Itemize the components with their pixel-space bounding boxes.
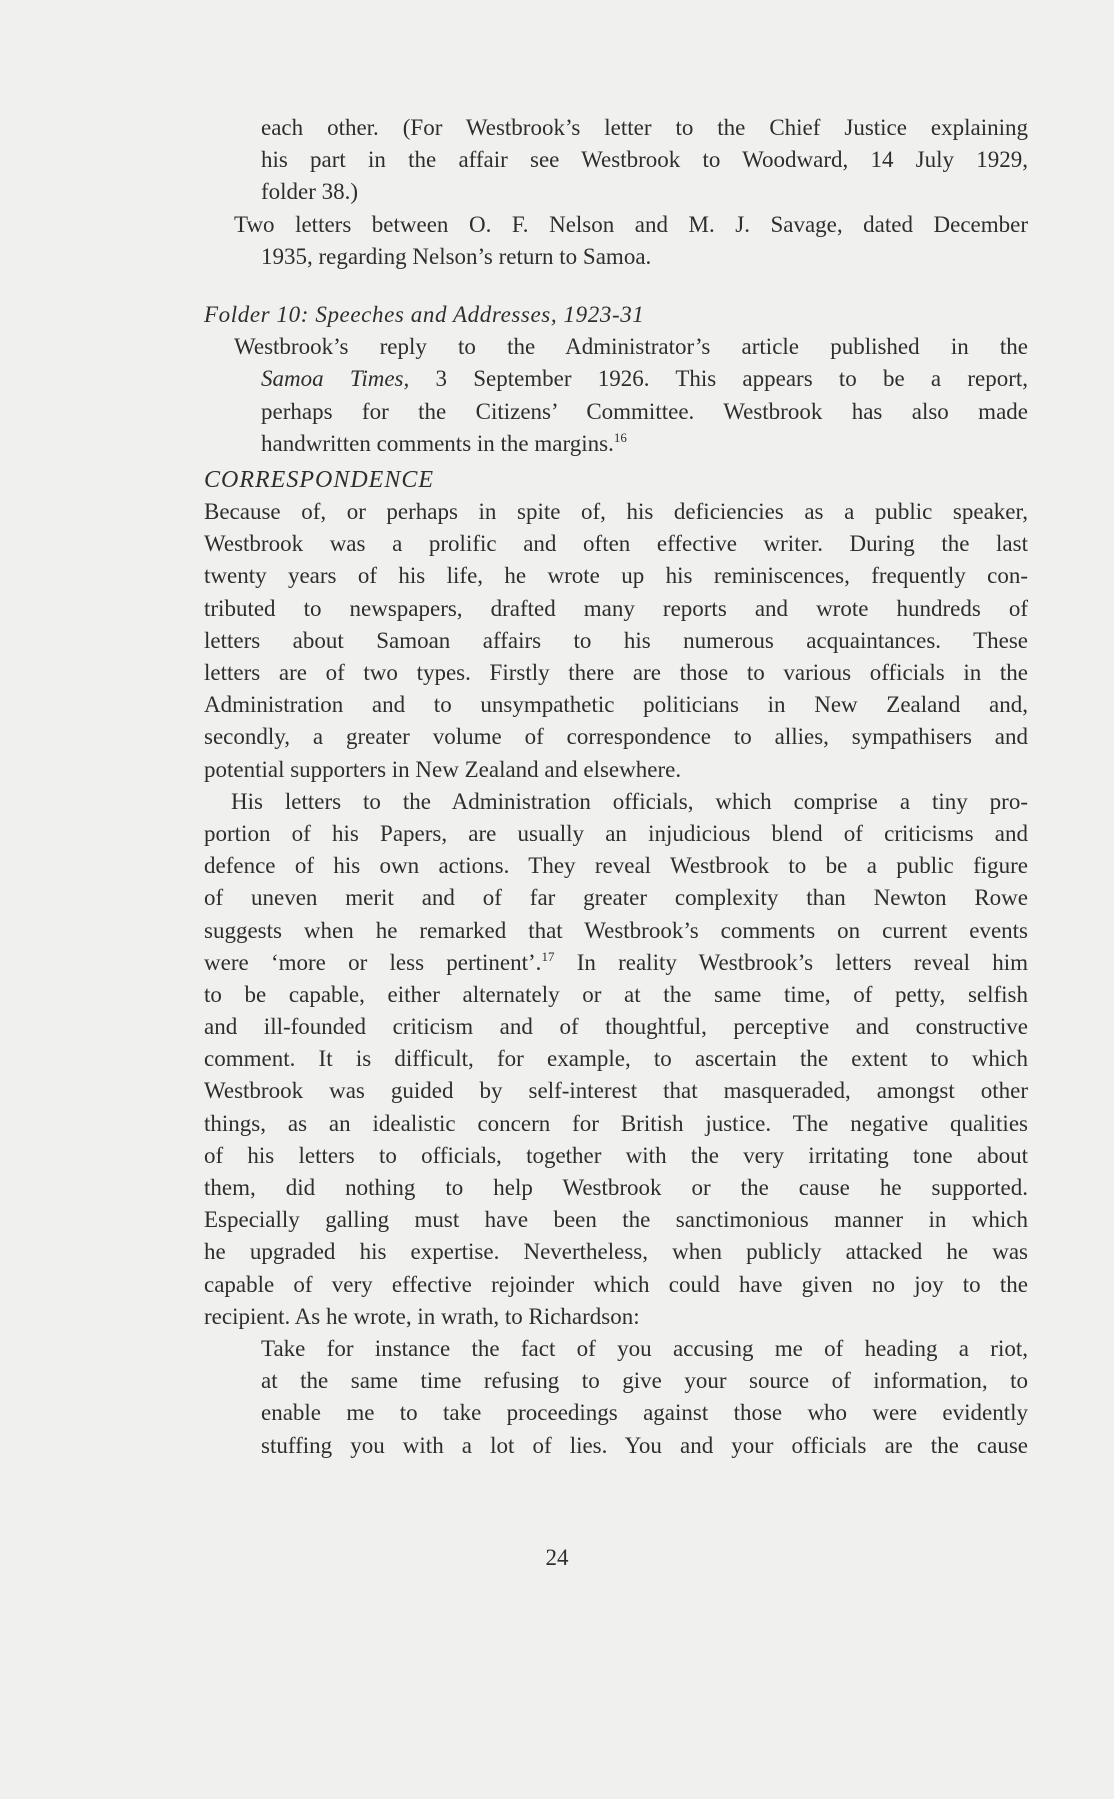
text-line: suggests when he remarked that Westbrook’s comments on current events <box>204 917 1028 943</box>
text-line: to be capable, either alternately or at the same time, of petty, selfish <box>204 981 1028 1007</box>
text-line: potential supporters in New Zealand and elsewhere. <box>204 756 682 782</box>
text-line: Westbrook was guided by self-interest that masqueraded, amongst other <box>204 1078 1028 1104</box>
text-line: at the same time refusing to give your source of information, to <box>261 1368 1028 1394</box>
text-span: were ‘more or less pertinent’. <box>204 949 542 975</box>
text-line: Take for instance the fact of you accusing me of heading a riot, <box>261 1335 1028 1361</box>
text-line: letters are of two types. Firstly there are those to various officials in the <box>204 660 1028 685</box>
page-number: 24 <box>545 1545 569 1570</box>
paragraph-2 <box>204 786 1028 1333</box>
text-line: secondly, a greater volume of correspondence to allies, sympathisers and <box>204 724 1028 750</box>
publication-title: Samoa Times, <box>261 366 410 392</box>
folder-heading: Folder 10: Speeches and Addresses, 1923-31 <box>204 301 645 327</box>
text-line: things, as an idealistic concern for British justice. The negative qualities <box>204 1110 1028 1136</box>
entry-westbrook-woodward <box>204 112 1028 209</box>
text-line: Westbrook’s reply to the Administrator’s article published in the <box>234 334 1028 360</box>
text-line: Especially galling must have been the sanctimonious manner in which <box>204 1207 1028 1233</box>
folder-entry <box>204 331 1028 460</box>
text-line: of his letters to officials, together with the very irritating tone about <box>204 1142 1028 1168</box>
text-line <box>204 947 1028 979</box>
text-line: and ill-founded criticism and of thoughtful, perceptive and constructive <box>204 1014 1028 1040</box>
text-line: portion of his Papers, are usually an injudicious blend of criticisms and <box>204 820 1028 846</box>
paragraph-1 <box>204 496 1028 786</box>
text-span: 3 September 1926. This appears to be a report, <box>409 366 1028 392</box>
text-line: folder 38.) <box>261 179 359 205</box>
text-line: he upgraded his expertise. Nevertheless, when publicly attacked he was <box>204 1239 1028 1265</box>
text-line: His letters to the Administration officials, which comprise a tiny pro- <box>231 788 1028 814</box>
text-line: perhaps for the Citizens’ Committee. Westbrook has also made <box>261 398 1028 424</box>
text-line: Two letters between O. F. Nelson and M. J. Savage, dated December <box>234 211 1028 237</box>
text-line: of uneven merit and of far greater complexity than Newton Rowe <box>204 885 1028 911</box>
section-heading: CORRESPONDENCE <box>204 466 434 493</box>
footnote-ref[interactable]: 16 <box>613 429 627 445</box>
text-line: twenty years of his life, he wrote up his reminiscences, frequently con- <box>204 563 1028 589</box>
text-line: enable me to take proceedings against those who were evidently <box>261 1400 1028 1426</box>
text-line: Westbrook was a prolific and often effective writer. During the last <box>204 531 1028 557</box>
entry-nelson-savage <box>204 209 1028 273</box>
page-body <box>204 112 1028 1462</box>
text-span: In reality Westbrook’s letters reveal him <box>554 949 1029 975</box>
text-line: tributed to newspapers, drafted many reports and wrote hundreds of <box>204 595 1028 621</box>
text-line: stuffing you with a lot of lies. You and your officials are the cause <box>261 1432 1028 1458</box>
text-line: his part in the affair see Westbrook to Woodward, 14 July 1929, <box>261 147 1028 173</box>
text-span: handwritten comments in the margins. <box>261 430 614 456</box>
text-line <box>261 428 1028 460</box>
text-line: Because of, or perhaps in spite of, his deficiencies as a public speaker, <box>204 499 1028 525</box>
text-line: 1935, regarding Nelson’s return to Samoa. <box>261 243 652 269</box>
text-line: letters about Samoan affairs to his numerous acquaintances. These <box>204 627 1028 653</box>
text-line: them, did nothing to help Westbrook or the cause he supported. <box>204 1175 1028 1200</box>
text-line: capable of very effective rejoinder which could have given no joy to the <box>204 1271 1028 1297</box>
spacer <box>204 273 1028 299</box>
block-quote <box>204 1333 1028 1462</box>
text-line: Administration and to unsympathetic politicians in New Zealand and, <box>204 692 1028 718</box>
text-line: comment. It is difficult, for example, to ascertain the extent to which <box>204 1046 1028 1072</box>
text-line: defence of his own actions. They reveal Westbrook to be a public figure <box>204 853 1028 879</box>
text-line <box>261 363 1028 395</box>
text-line: recipient. As he wrote, in wrath, to Richardson: <box>204 1303 640 1329</box>
text-line: each other. (For Westbrook’s letter to the Chief Justice explaining <box>261 115 1028 140</box>
footnote-ref[interactable]: 17 <box>541 948 555 964</box>
